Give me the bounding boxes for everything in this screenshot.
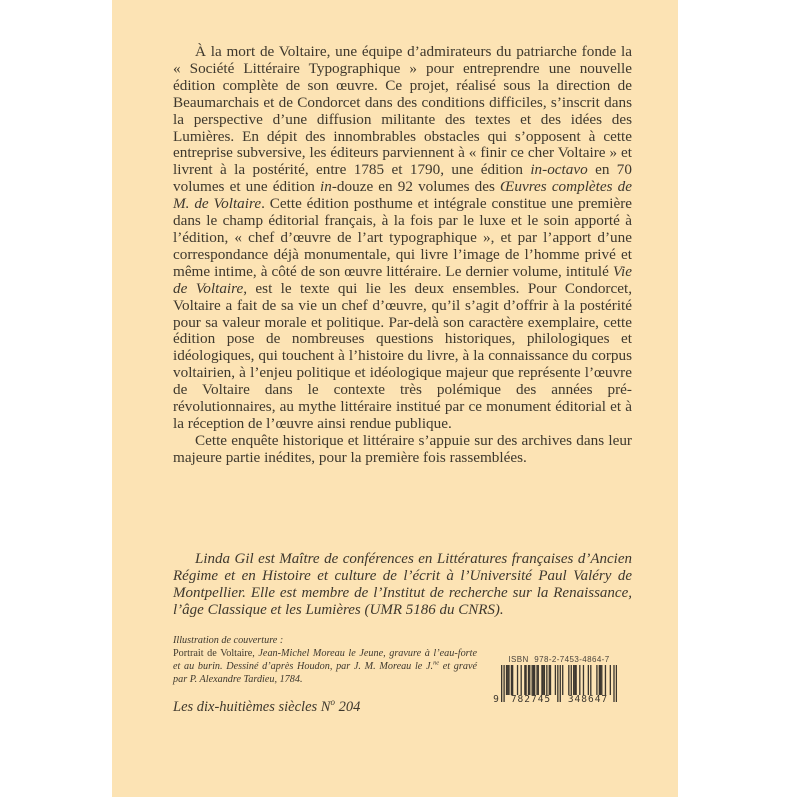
credits-heading: Illustration de couverture : — [173, 635, 284, 646]
synopsis — [173, 44, 632, 467]
ean13-barcode — [493, 665, 617, 705]
author-bio: Linda Gil est Maître de conférences en Littératures françaises d’Ancien Régime et en Histoire et culture de l’écrit à l’Université Paul Valéry de Montpellier. Elle est membre de l’Institut de recherche sur la Renaissance, l’âge Classique et les Lumières (UMR 5186 du CNRS). — [173, 551, 632, 618]
series-label: Les dix-huitièmes siècles $N^o$ 204 — [173, 697, 361, 715]
credits-body: Portrait de Voltaire, Jean-Michel Moreau le Jeune, gravure à l’eau-forte et au burin. Dessiné d’après Houdon, par J. M. Moreau le J.$^{ne}$ et gravé par P. Alexandre Tardieu, 1784. — [173, 648, 477, 685]
book-back-cover — [112, 0, 678, 797]
barcode-block — [493, 655, 622, 705]
isbn-label: ISBN 978-2-7453-4864-7 — [508, 655, 610, 664]
synopsis-paragraph-1: À la mort de Voltaire, une équipe d’admirateurs du patriarche fonde la « Société Littéraire Typographique » pour entreprendre une nouvelle édition complète de son œuvre. Ce projet, réalisé sous la direction de Beaumarchais et de Condorcet dans des conditions difficiles, s’inscrit dans la perspective d’une diffusion militante des textes et des idées des Lumières. En dépit des innombrables obstacles qui s’opposent à cette entreprise subversive, les éditeurs parviennent à « finir ce cher Voltaire » et livrent à la postérité, entre 1785 et 1790, une édition in-octavo en 70 volumes et une édition in-douze en 92 volumes des Œuvres complètes de M. de Voltaire. Cette édition posthume et intégrale constitue une première dans le champ éditorial français, à la fois par le luxe et le soin apporté à l’édition, « chef d’œuvre de l’art typographique », et par l’apport d’une correspondance déjà monumentale, qui livre l’image de l’homme privé et même intime, à côté de son œuvre littéraire. Le dernier volume, intitulé Vie de Voltaire, est le texte qui lie les deux ensembles. Pour Condorcet, Voltaire a fait de sa vie un chef d’œuvre, qu’il s’agit d’offrir à la postérité pour sa valeur morale et politique. Par-delà son caractère exemplaire, cette édition pose de nombreuses questions historiques, philologiques et idéologiques, qui touchent à l’histoire du livre, à la connaissance du corpus voltairien, à l’enjeu politique et idéologique majeur que représente l’œuvre de Voltaire dans le contexte très polémique des années pré-révolutionnaires, au mythe littéraire institué par ce monument éditorial et à la réception de l’œuvre ainsi rendue publique. — [173, 43, 633, 432]
barcode-digits-left: 782745 — [510, 694, 552, 705]
cover-illustration-credits — [173, 634, 477, 686]
barcode-digit-first: 9 — [493, 694, 499, 705]
synopsis-paragraph-2: Cette enquête historique et littéraire s’appuie sur des archives dans leur majeure partie inédites, pour la première fois rassemblées. — [173, 431, 632, 466]
barcode-digits-right: 348647 — [567, 694, 609, 705]
